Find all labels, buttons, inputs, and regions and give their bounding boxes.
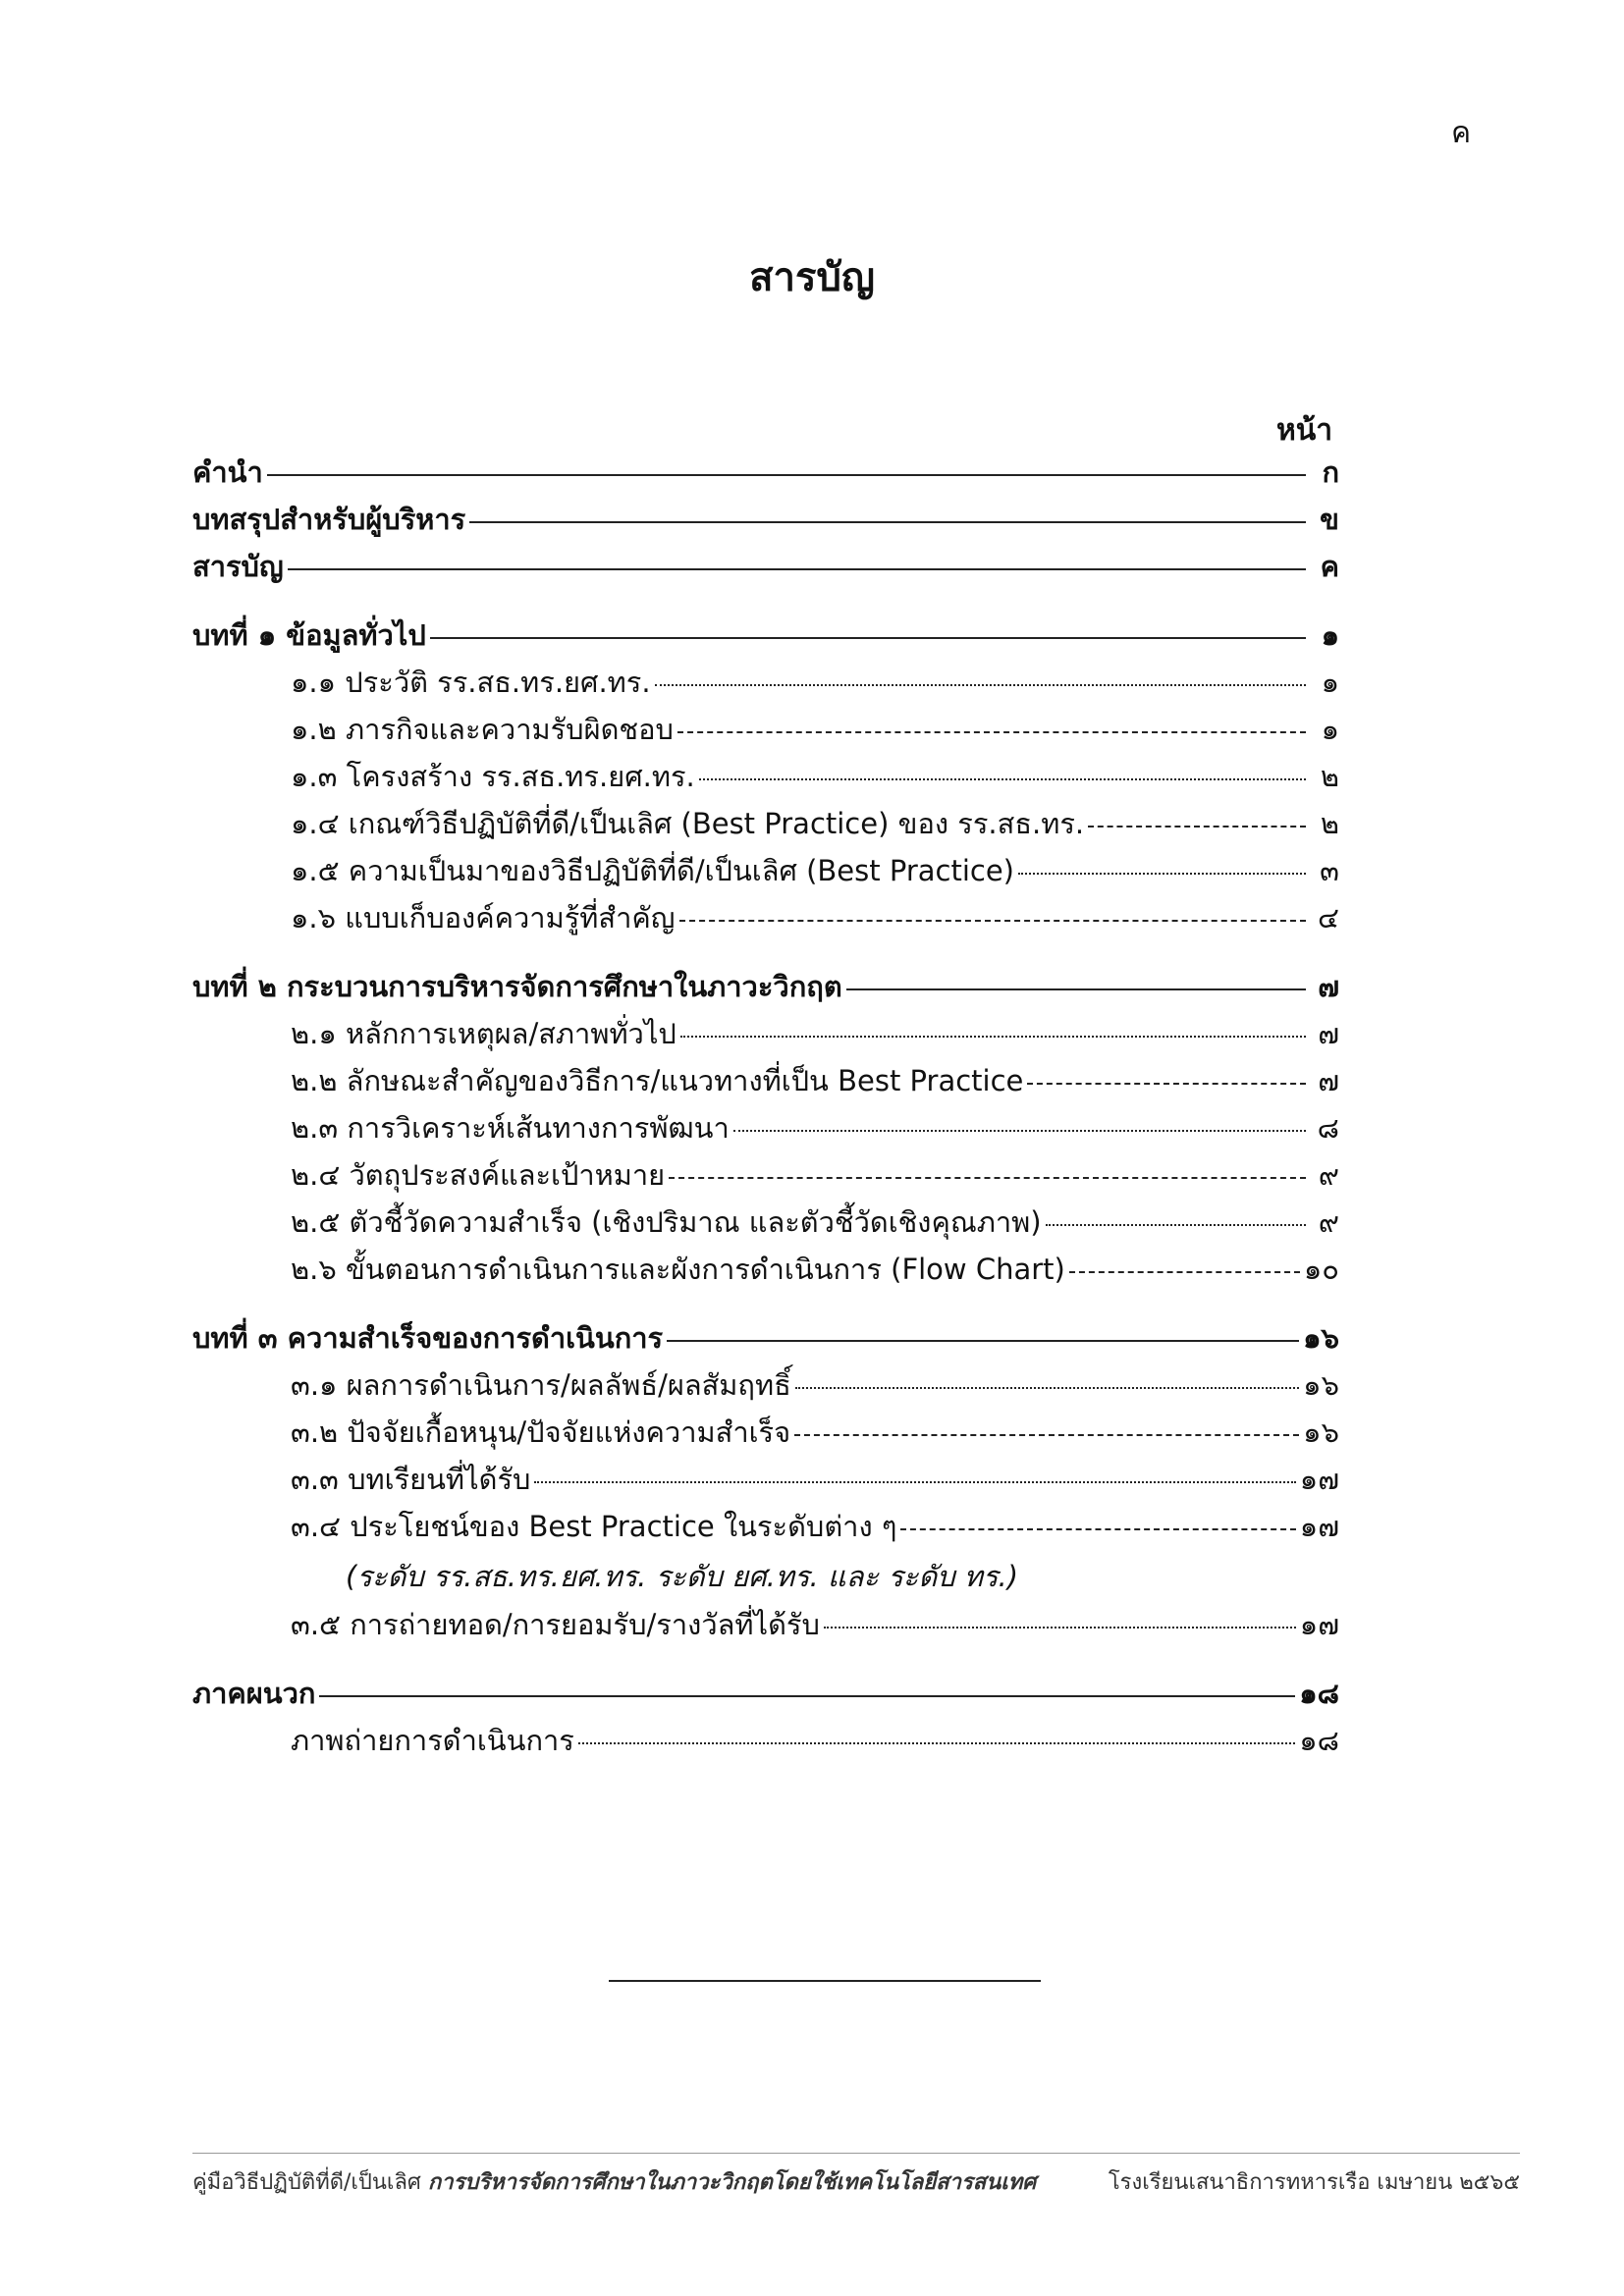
toc-row[interactable] (192, 613, 1339, 660)
toc-row[interactable] (192, 895, 1339, 942)
toc-page: ๑ (1321, 713, 1339, 746)
toc-row[interactable] (192, 1671, 1339, 1718)
leader-line (655, 684, 1306, 686)
leader-line (900, 1528, 1295, 1530)
toc-row[interactable] (192, 707, 1339, 754)
toc-label: ๒.๒ ลักษณะสำคัญของวิธีการ/แนวทางที่เป็น Best Practice (291, 1064, 1024, 1097)
toc-label: บทที่ ๒ กระบวนการบริหารจัดการศึกษาในภาวะวิกฤต (192, 970, 842, 1003)
toc-row[interactable] (192, 497, 1339, 544)
leader-line (1027, 1083, 1306, 1085)
toc-page: ๑๗ (1299, 1463, 1339, 1496)
toc-row[interactable] (192, 1504, 1339, 1551)
toc-row[interactable] (192, 848, 1339, 895)
toc-row[interactable] (192, 1410, 1339, 1457)
page-footer (192, 2164, 1520, 2199)
leader-line (578, 1742, 1295, 1744)
toc-label: ๓.๔ ประโยชน์ของ Best Practice ในระดับต่าง ๆ (291, 1510, 897, 1543)
toc-row[interactable] (192, 1152, 1339, 1200)
toc-row[interactable] (192, 801, 1339, 848)
toc-page: ก (1322, 455, 1339, 489)
toc-row[interactable] (192, 1718, 1339, 1765)
leader-line (1088, 826, 1306, 828)
leader-line (534, 1481, 1295, 1483)
toc-page: ๘ (1317, 1111, 1339, 1145)
leader-line (267, 474, 1306, 476)
toc-page: ๙ (1318, 1205, 1339, 1239)
toc-page: ๒ (1320, 807, 1339, 840)
toc-row[interactable] (192, 1105, 1339, 1152)
toc-label: บทที่ ๑ ข้อมูลทั่วไป (192, 618, 426, 652)
toc-page: ๑๘ (1299, 1724, 1339, 1757)
toc-label: ภาพถ่ายการดำเนินการ (291, 1724, 574, 1757)
toc-row[interactable] (192, 1058, 1339, 1105)
toc-label: บทสรุปสำหรับผู้บริหาร (192, 503, 466, 536)
toc-row[interactable] (192, 964, 1339, 1011)
toc-page: ๗ (1318, 970, 1339, 1003)
toc-page: ๑ (1321, 618, 1339, 652)
leader-line (846, 988, 1306, 990)
leader-line (699, 778, 1306, 780)
leader-line (677, 731, 1306, 733)
leader-line (430, 637, 1306, 639)
toc-label: บทที่ ๓ ความสำเร็จของการดำเนินการ (192, 1321, 664, 1355)
toc-page: ๑๖ (1303, 1368, 1339, 1402)
footer-left-italic: การบริหารจัดการศึกษาในภาวะวิกฤตโดยใช้เทคโนโลยีสารสนเทศ (427, 2170, 1037, 2195)
toc-row[interactable] (192, 544, 1339, 591)
toc-label: ๒.๖ ขั้นตอนการดำเนินการและผังการดำเนินการ (Flow Chart) (291, 1253, 1065, 1286)
toc-page: ๑๗ (1299, 1510, 1339, 1543)
page-column-header: หน้า (1276, 413, 1333, 448)
leader-line (824, 1627, 1296, 1629)
toc-page: ๑๐ (1303, 1253, 1339, 1286)
toc-row[interactable] (192, 1011, 1339, 1058)
toc-page: ๑ (1321, 666, 1339, 699)
toc-row[interactable] (192, 1457, 1339, 1504)
toc-label: ๑.๑ ประวัติ รร.สธ.ทร.ยศ.ทร. (291, 666, 651, 699)
toc-label: สารบัญ (192, 550, 284, 583)
leader-line (319, 1695, 1295, 1697)
toc-label: ๑.๕ ความเป็นมาของวิธีปฏิบัติที่ดี/เป็นเลิศ (Best Practice) (291, 854, 1014, 887)
leader-line (669, 1177, 1306, 1179)
toc-label: คำนำ (192, 455, 263, 489)
leader-line (679, 920, 1307, 922)
toc-row[interactable] (192, 1200, 1339, 1247)
toc-page: ๗ (1318, 1064, 1339, 1097)
toc-row[interactable] (192, 660, 1339, 707)
toc-page: ๒ (1320, 760, 1339, 793)
toc-label: ๒.๔ วัตถุประสงค์และเป้าหมาย (291, 1158, 666, 1192)
toc-label: ๑.๒ ภารกิจและความรับผิดชอบ (291, 713, 674, 746)
toc-label: ๒.๑ หลักการเหตุผล/สภาพทั่วไป (291, 1017, 677, 1050)
toc-page: ๑๗ (1299, 1608, 1339, 1641)
toc-page: ๙ (1318, 1158, 1339, 1192)
table-of-contents (192, 450, 1339, 1765)
toc-page: ข (1320, 503, 1339, 536)
footer-left (192, 2164, 1036, 2199)
toc-row[interactable] (192, 1247, 1339, 1294)
toc-label: ๑.๔ เกณฑ์วิธีปฏิบัติที่ดี/เป็นเลิศ (Best Practice) ของ รร.สธ.ทร. (291, 807, 1085, 840)
leader-line (667, 1340, 1299, 1342)
leader-line (794, 1434, 1299, 1436)
toc-label: ๓.๕ การถ่ายทอด/การยอมรับ/รางวัลที่ได้รับ (291, 1608, 820, 1641)
toc-note-text: (ระดับ รร.สธ.ทร.ยศ.ทร. ระดับ ยศ.ทร. และ ระดับ ทร.) (346, 1560, 1019, 1593)
end-divider (609, 1980, 1041, 1982)
toc-page: ค (1320, 550, 1339, 583)
toc-page: ๑๖ (1303, 1415, 1339, 1449)
toc-page: ๑๘ (1299, 1677, 1339, 1710)
page-number: ค (1451, 116, 1472, 150)
leader-line (680, 1036, 1306, 1038)
footer-divider (192, 2153, 1520, 2154)
footer-left-plain: คู่มือวิธีปฏิบัติที่ดี/เป็นเลิศ (192, 2170, 421, 2195)
leader-line (795, 1387, 1299, 1389)
leader-line (733, 1130, 1306, 1132)
toc-row[interactable] (192, 1315, 1339, 1362)
footer-right: โรงเรียนเสนาธิการทหารเรือ เมษายน ๒๕๖๕ (1108, 2170, 1520, 2195)
toc-label: ๓.๒ ปัจจัยเกื้อหนุน/ปัจจัยแห่งความสำเร็จ (291, 1415, 791, 1449)
toc-note (192, 1551, 1339, 1602)
toc-label: ๓.๓ บทเรียนที่ได้รับ (291, 1463, 531, 1496)
toc-label: ๑.๖ แบบเก็บองค์ความรู้ที่สำคัญ (291, 901, 676, 934)
toc-row[interactable] (192, 1362, 1339, 1410)
toc-row[interactable] (192, 450, 1339, 497)
toc-label: ๑.๓ โครงสร้าง รร.สธ.ทร.ยศ.ทร. (291, 760, 695, 793)
toc-page: ๔ (1318, 901, 1339, 934)
page-title: สารบัญ (749, 255, 875, 300)
leader-line (288, 568, 1306, 570)
toc-page: ๑๖ (1303, 1321, 1339, 1355)
toc-row[interactable] (192, 1602, 1339, 1649)
leader-line (469, 521, 1306, 523)
leader-line (1069, 1271, 1300, 1273)
toc-label: ๒.๓ การวิเคราะห์เส้นทางการพัฒนา (291, 1111, 730, 1145)
toc-page: ๗ (1318, 1017, 1339, 1050)
toc-page: ๓ (1320, 854, 1339, 887)
toc-label: ๓.๑ ผลการดำเนินการ/ผลลัพธ์/ผลสัมฤทธิ์ (291, 1368, 791, 1402)
leader-line (1018, 873, 1306, 875)
toc-label: ๒.๕ ตัวชี้วัดความสำเร็จ (เชิงปริมาณ และตัวชี้วัดเชิงคุณภาพ) (291, 1205, 1042, 1239)
toc-row[interactable] (192, 754, 1339, 801)
toc-label: ภาคผนวก (192, 1677, 316, 1710)
leader-line (1046, 1224, 1306, 1226)
